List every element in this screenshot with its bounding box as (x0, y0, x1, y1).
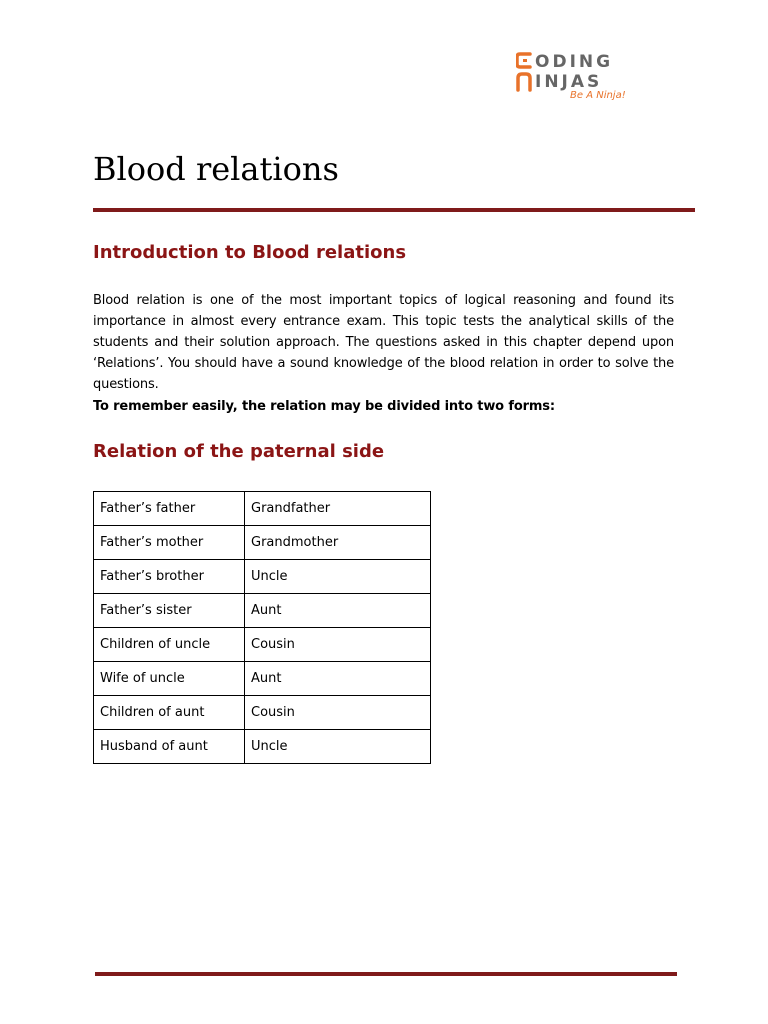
table-row (94, 594, 431, 628)
table-row (94, 492, 431, 526)
term-cell: Cousin (245, 696, 431, 730)
term-cell: Aunt (245, 594, 431, 628)
table-row (94, 662, 431, 696)
relation-cell: Father’s sister (94, 594, 245, 628)
term-cell: Aunt (245, 662, 431, 696)
relation-cell: Children of uncle (94, 628, 245, 662)
relation-cell: Father’s mother (94, 526, 245, 560)
term-cell: Uncle (245, 560, 431, 594)
svg-text:INJAS: INJAS (535, 72, 603, 92)
footer-divider (95, 972, 677, 976)
paternal-relations-table (93, 491, 431, 764)
intro-heading: Introduction to Blood relations (93, 242, 407, 263)
relation-cell: Wife of uncle (94, 662, 245, 696)
title-divider (93, 208, 695, 212)
relation-cell: Father’s brother (94, 560, 245, 594)
intro-bold-note: To remember easily, the relation may be divided into two forms: (93, 399, 555, 414)
svg-text:ODING: ODING (535, 52, 614, 72)
term-cell: Uncle (245, 730, 431, 764)
table-row (94, 560, 431, 594)
table-row (94, 696, 431, 730)
logo-tagline: Be A Ninja! (570, 90, 626, 101)
table-row (94, 730, 431, 764)
relation-cell: Children of aunt (94, 696, 245, 730)
paternal-heading: Relation of the paternal side (93, 441, 385, 462)
relation-cell: Father’s father (94, 492, 245, 526)
term-cell: Cousin (245, 628, 431, 662)
page-title: Blood relations (93, 150, 339, 188)
table-row (94, 526, 431, 560)
relation-cell: Husband of aunt (94, 730, 245, 764)
term-cell: Grandmother (245, 526, 431, 560)
term-cell: Grandfather (245, 492, 431, 526)
table-row (94, 628, 431, 662)
intro-paragraph: Blood relation is one of the most important topics of logical reasoning and found its importance in almost every entrance exam. This topic tests the analytical skills of the students and their solution approach. The questions asked in this chapter depend upon ‘Relations’. You should have a sound knowledge of the blood relation in order to solve the questions. (93, 293, 674, 392)
